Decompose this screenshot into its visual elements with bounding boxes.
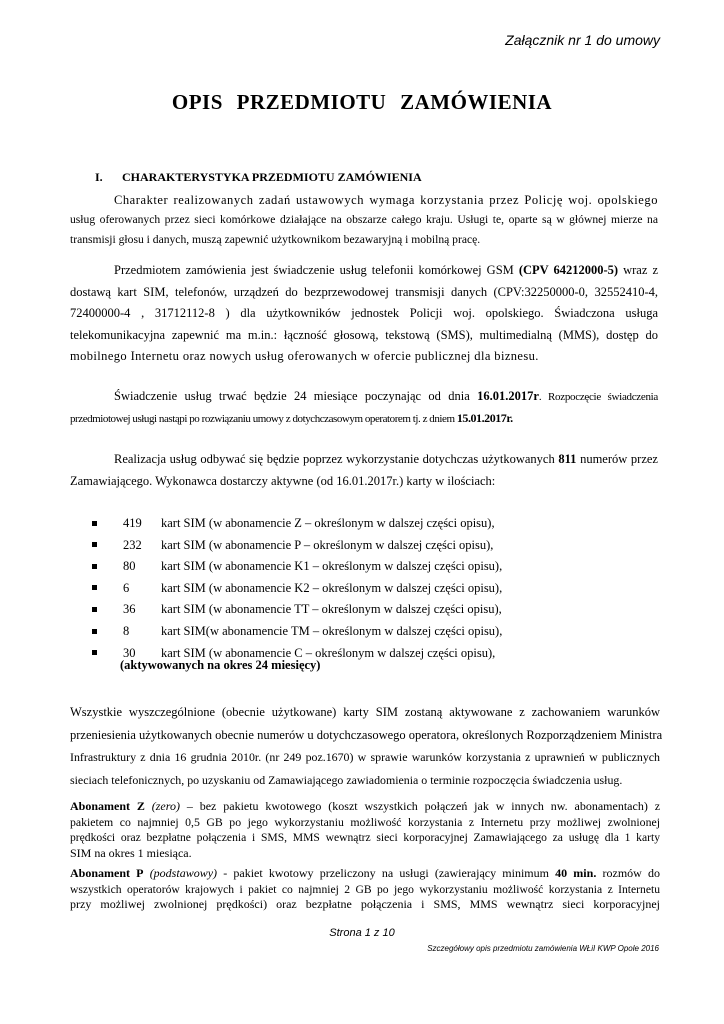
document-title: OPIS PRZEDMIOTU ZAMÓWIENIA xyxy=(171,90,553,114)
paragraph-abonament-p xyxy=(70,866,660,913)
paragraph-line xyxy=(70,866,660,882)
paragraph-line xyxy=(70,408,658,430)
paragraph-line: sieciach telefonicznych, po uzyskaniu od Zamawiającego zawiadomienia o terminie rozpoczęcia świadczenia usług. xyxy=(70,772,623,787)
paragraph-line: SIM na okres 1 miesiąca. xyxy=(70,845,192,860)
plan-qualifier: (zero) xyxy=(151,799,180,813)
paragraph-porting xyxy=(70,701,663,791)
list-item xyxy=(80,556,502,578)
plan-qualifier: (podstawowy) xyxy=(149,866,218,880)
sim-count: 232 xyxy=(123,537,142,552)
activation-note: (aktywowanych na okres 24 miesięcy) xyxy=(120,658,321,672)
list-item xyxy=(80,578,502,600)
text-run: przedmiotowej usługi nastąpi po rozwiązaniu umowy z dotychczasowym operatorem tj. z dniem xyxy=(70,413,457,425)
paragraph-line: Wszystkie wyszczególnione (obecnie użytkowane) karty SIM zostaną aktywowane z zachowaniem warunków xyxy=(70,705,660,719)
text-run: Przedmiotem zamówienia jest świadczenie usług telefonii komórkowej GSM xyxy=(114,263,519,277)
text-run: numerów przez xyxy=(576,452,658,466)
bullet-icon xyxy=(92,585,97,590)
sim-description: kart SIM(w abonamencie TM – określonym w dalszej części opisu), xyxy=(161,623,503,638)
paragraph-numbers xyxy=(70,448,658,492)
paragraph-abonament-z xyxy=(70,799,660,861)
page-number: Strona 1 z 10 xyxy=(329,927,395,939)
bullet-icon xyxy=(92,564,97,569)
sim-card-list xyxy=(80,513,502,664)
bullet-icon xyxy=(92,650,97,655)
numbers-count: 811 xyxy=(558,452,577,466)
sim-description: kart SIM (w abonamencie TT – określonym w dalszej części opisu), xyxy=(161,602,502,617)
start-date: 16.01.2017r xyxy=(477,389,539,403)
paragraph-line: Infrastruktury z dnia 16 grudnia 2010r. (nr 249 poz.1670) w sprawie warunków korzystania z uprawnień w publicznych xyxy=(70,750,660,764)
sim-description: kart SIM (w abonamencie Z – określonym w dalszej części opisu), xyxy=(161,516,495,530)
paragraph-line: mobilnego Internetu oraz nowych usług oferowanych w ofercie publicznej dla biznesu. xyxy=(70,349,539,363)
sim-description: kart SIM (w abonamencie K1 – określonym w dalszej części opisu), xyxy=(161,559,503,574)
sim-count: 419 xyxy=(123,516,142,530)
text-run: - pakiet kwotowy przeliczony na usługi (zawierający minimum xyxy=(217,866,556,880)
text-run: – bez pakietu kwotowego (koszt wszystkich połączeń jak w innych nw. abonamentach) z xyxy=(179,799,661,813)
sim-count: 80 xyxy=(123,559,136,574)
minutes-value: 40 min. xyxy=(555,866,597,880)
bullet-icon xyxy=(92,521,97,526)
paragraph-line: Charakter realizowanych zadań ustawowych wymaga korzystania przez Policję woj. opolskiego xyxy=(114,193,658,207)
paragraph-characteristics xyxy=(70,190,658,250)
paragraph-line: usług oferowanych przez sieci komórkowe działające na obszarze całego kraju. Usługi te, oparte są w głównej mierze na xyxy=(70,213,658,226)
paragraph-line: wszystkich operatorów krajowych i pakiet co najmniej 2 GB po jego wykorzystaniu możliwość korzystania z Internetu xyxy=(70,882,660,896)
paragraph-line xyxy=(70,386,658,408)
text-run: wraz z xyxy=(618,263,658,277)
paragraph-line: prędkości oraz bezpłatne połączenia i SMS, MMS wewnątrz sieci korporacyjnej Zamawiającego za usługę dla 1 karty xyxy=(70,831,660,844)
paragraph-line: Zamawiającego. Wykonawca dostarczy aktywne (od 16.01.2017r.) karty w ilościach: xyxy=(70,474,496,488)
list-item xyxy=(80,599,502,621)
paragraph-line: dostawą kart SIM, telefonów, urządzeń do bezprzewodowej transmisji danych (CPV:32250000-0, 32552410-4, xyxy=(70,284,658,299)
sim-count: 6 xyxy=(123,580,130,595)
cpv-code: (CPV 64212000-5) xyxy=(518,263,619,277)
sim-description: kart SIM (w abonamencie C – określonym w dalszej części opisu), xyxy=(161,645,496,660)
sim-count: 8 xyxy=(123,623,130,638)
sim-description: kart SIM (w abonamencie K2 – określonym w dalszej części opisu), xyxy=(161,580,503,595)
list-item xyxy=(80,513,502,535)
text-run: . Rozpoczęcie świadczenia xyxy=(538,391,659,403)
section-heading-text: CHARAKTERYSTYKA PRZEDMIOTU ZAMÓWIENIA xyxy=(122,170,422,184)
annex-label: Załącznik nr 1 do umowy xyxy=(505,32,660,48)
paragraph-line: pakietem co najmniej 0,5 GB po jego wykorzystaniu możliwość korzystania z Internetu przy możliwej zwolnionej xyxy=(70,814,660,829)
paragraph-subject xyxy=(70,260,658,368)
paragraph-line xyxy=(70,448,658,470)
footer-note: Szczegółowy opis przedmiotu zamówienia WŁiI KWP Opole 2016 xyxy=(427,944,659,953)
paragraph-line: 72400000-4 , 31712112-8 ) dla użytkowników jednostek Policji woj. opolskiego. Świadczona usługa xyxy=(70,306,658,320)
paragraph-line xyxy=(70,260,658,282)
bullet-icon xyxy=(92,607,97,612)
sim-description: kart SIM (w abonamencie P – określonym w dalszej części opisu), xyxy=(161,537,494,552)
section-number: I. xyxy=(95,170,103,184)
text-run: Świadczenie usług trwać będzie 24 miesiące poczynając od dnia xyxy=(114,389,478,403)
bullet-icon xyxy=(92,629,97,634)
paragraph-duration xyxy=(70,386,658,430)
bullet-icon xyxy=(92,542,97,547)
plan-name: Abonament Z xyxy=(70,799,145,813)
paragraph-line: przeniesienia użytkowanych obecnie numerów u dotychczasowego operatora, określonych Rozporządzeniem Ministra xyxy=(70,727,663,742)
end-date: 15.01.2017r. xyxy=(456,411,513,425)
paragraph-line: telekomunikacyjna zapewnić ma m.in.: łączność głosową, tekstową (SMS), multimedialną (MMS), dostęp do xyxy=(70,327,658,342)
list-item xyxy=(80,535,502,557)
paragraph-line xyxy=(70,799,660,815)
list-item xyxy=(80,621,502,643)
paragraph-line: transmisji głosu i danych, muszą zapewnić użytkownikom bezawaryjną i mobilną pracę. xyxy=(70,233,481,246)
sim-count: 30 xyxy=(123,645,136,660)
text-run: Realizacja usług odbywać się będzie poprzez wykorzystanie dotychczas użytkowanych xyxy=(114,452,559,466)
text-run: rozmów do xyxy=(596,866,660,880)
plan-name: Abonament P xyxy=(70,866,144,880)
sim-count: 36 xyxy=(123,602,136,617)
paragraph-line: przy możliwej zwolnionej prędkości) oraz bezpłatne połączenia i SMS, MMS wewnątrz sieci korporacyjnej xyxy=(70,897,660,911)
section-heading xyxy=(95,170,422,185)
